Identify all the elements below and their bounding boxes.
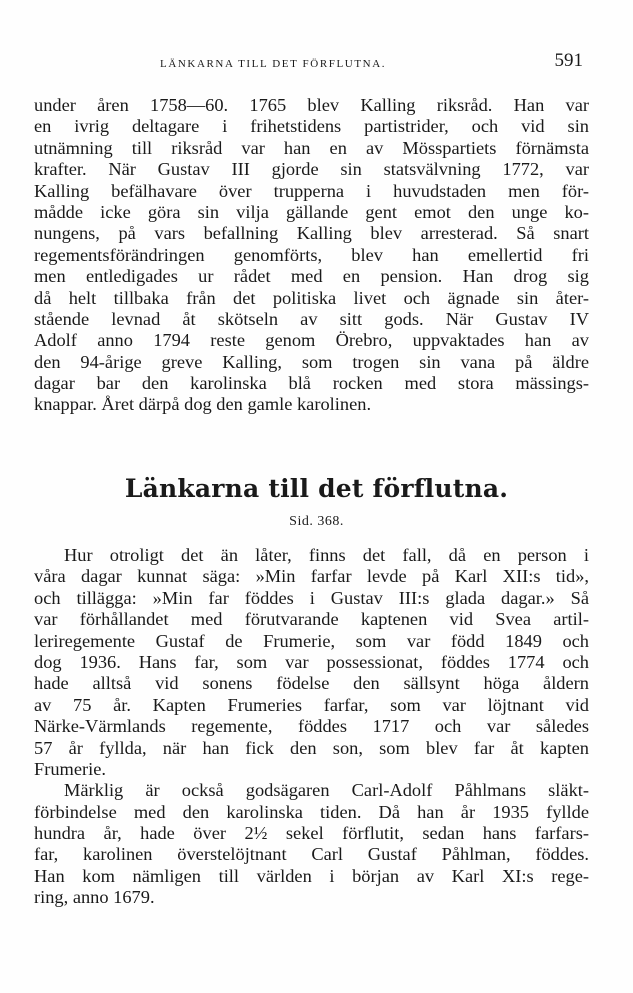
text-line: Närke-Värmlands regemente, föddes 1717 och var således (34, 716, 589, 737)
text-line: Frumerie. (34, 758, 107, 779)
section-page-reference: Sid. 368. (289, 514, 344, 529)
text-line: krafter. När Gustav III gjorde sin statsvälvning 1772, var (34, 159, 589, 180)
text-line: Hur otroligt det än låter, finns det fall, då en person i (64, 545, 589, 565)
text-line: ring, anno 1679. (34, 887, 155, 908)
text-line: knappar. Året därpå dog den gamle karolinen. (34, 394, 372, 415)
text-line: en ivrig deltagare i frihetstidens partistrider, och vid sin (34, 116, 589, 137)
text-line: Adolf anno 1794 reste genom Örebro, uppvaktades han av (34, 330, 589, 351)
text-line: mådde icke göra sin vilja gällande gent emot den unge ko- (34, 201, 589, 222)
text-line: dagar bar den karolinska blå rocken med stora mässings- (34, 373, 589, 394)
text-line: hundra år, hade över 2½ sekel förflutit, sedan hans farfars- (34, 823, 589, 844)
text-line: 57 år fyllda, när han fick den son, som blev far åt kapten (34, 737, 589, 758)
text-line: Märklig är också godsägaren Carl-Adolf Påhlmans släkt- (64, 780, 589, 801)
text-line: under åren 1758—60. 1765 blev Kalling riksråd. Han var (34, 95, 589, 115)
text-line: och tillägga: »Min far föddes i Gustav III:s glada dagar.» Så (34, 587, 589, 608)
text-line: då helt tillbaka från det politiska livet och ägnade sin åter- (34, 287, 589, 308)
text-line: men entledigades ur rådet med en pension. Han drog sig (34, 266, 589, 287)
text-line: far, karolinen överstelöjtnant Carl Gustaf Påhlman, föddes. (34, 844, 589, 865)
text-line: nungens, på vars befallning Kalling blev arresterad. Så snart (34, 223, 589, 244)
text-line: stående levnad åt skötseln av sitt gods. När Gustav IV (34, 308, 589, 329)
page-number: 591 (554, 50, 583, 71)
text-line: hade alltså vid sonens födelse den sällsynt höga åldern (34, 673, 589, 694)
section-title: Länkarna till det förflutna. (124, 474, 509, 503)
text-line: dog 1936. Hans far, som var possessionat, föddes 1774 och (34, 651, 589, 672)
text-line: våra dagar kunnat säga: »Min farfar levde på Karl XII:s tid», (34, 566, 589, 587)
paragraph-kalling (34, 95, 589, 416)
text-line: förbindelse med den karolinska tiden. Då han år 1935 fyllde (34, 801, 589, 822)
paragraph-links-to-past (34, 545, 589, 909)
text-line: den 94-årige greve Kalling, som trogen sin vana på äldre (34, 351, 589, 372)
running-head: LÄNKARNA TILL DET FÖRFLUTNA. (160, 58, 387, 70)
text-line: av 75 år. Kapten Frumeries farfar, som var löjtnant vid (34, 694, 589, 715)
text-line: regementsförändringen genomförts, blev han emellertid fri (34, 244, 589, 265)
text-line: leriregemente Gustaf de Frumerie, som var född 1849 och (34, 630, 589, 651)
text-line: var förhållandet med förutvarande kaptenen vid Svea artil- (34, 609, 589, 630)
text-line: Kalling befälhavare över trupperna i huvudstaden men för- (34, 180, 589, 201)
text-line: utnämning till riksråd var han en av Mösspartiets förnämsta (34, 137, 589, 158)
text-line: Han kom nämligen till världen i början av Karl XI:s rege- (34, 865, 589, 886)
